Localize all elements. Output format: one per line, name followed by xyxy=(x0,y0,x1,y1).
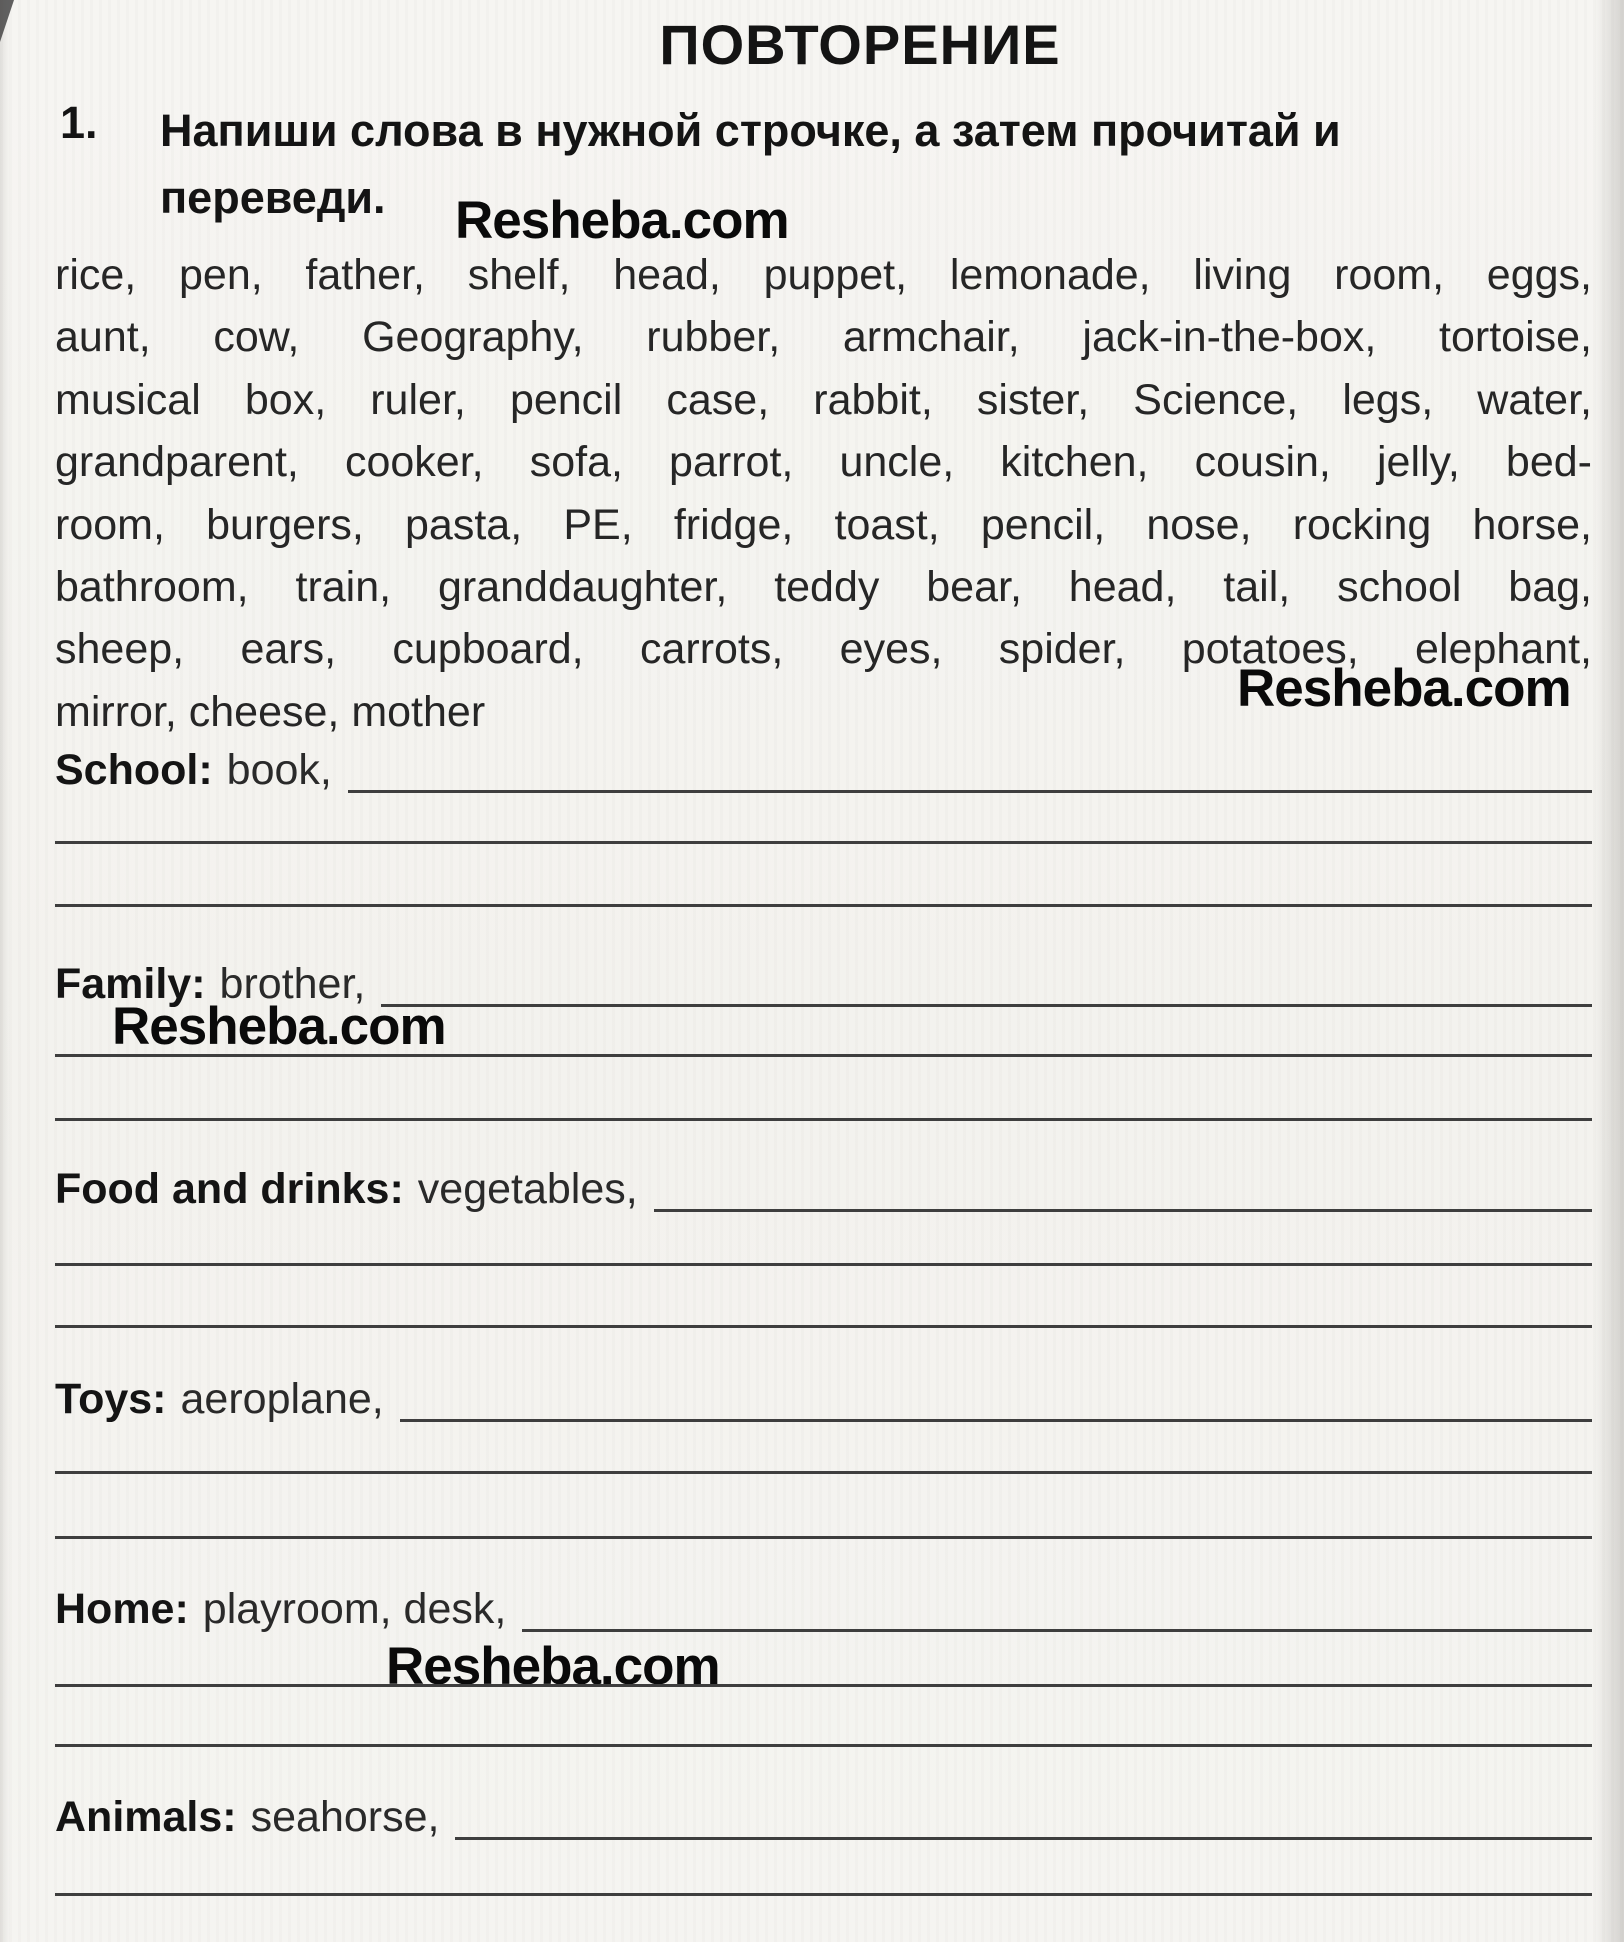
writing-line xyxy=(400,1419,1592,1422)
section-label: Animals: xyxy=(55,1793,237,1841)
section-animals xyxy=(55,1789,1592,1847)
section-label: Home: xyxy=(55,1585,189,1633)
word-list-line: aunt, cow, Geography, rubber, armchair, jack-in-the-box, tortoise, xyxy=(55,313,1592,362)
writing-line xyxy=(55,1536,1592,1539)
scan-edge-right xyxy=(1594,0,1624,1942)
section-label: School: xyxy=(55,746,213,794)
section-food-and-drinks xyxy=(55,1161,1592,1219)
section-label: Family: xyxy=(55,960,206,1008)
word-list-line: room, burgers, pasta, PE, fridge, toast, pencil, nose, rocking horse, xyxy=(55,500,1592,549)
word-list-line: rice, pen, father, shelf, head, puppet, lemonade, living room, eggs, xyxy=(55,251,1592,299)
section-given-words: seahorse, xyxy=(250,1793,440,1841)
writing-line xyxy=(55,1893,1592,1896)
page-title: ПОВТОРЕНИЕ xyxy=(659,13,1061,76)
writing-line xyxy=(654,1209,1592,1212)
section-given-words: playroom, desk, xyxy=(202,1585,507,1633)
section-school xyxy=(55,742,1592,800)
writing-line xyxy=(55,1054,1592,1057)
writing-line xyxy=(55,1263,1592,1266)
word-list-line: mirror, cheese, mother xyxy=(55,687,486,736)
writing-line xyxy=(55,1744,1592,1747)
writing-line xyxy=(381,1004,1592,1007)
section-toys xyxy=(55,1371,1592,1429)
writing-line xyxy=(55,1325,1592,1328)
exercise-instruction: Напиши слова в нужной строчке, а затем прочитай и переведи. xyxy=(160,105,1341,223)
word-list-line: grandparent, cooker, sofa, parrot, uncle, kitchen, cousin, jelly, bed- xyxy=(55,438,1592,487)
writing-line xyxy=(55,1684,1592,1687)
section-given-words: book, xyxy=(226,746,332,794)
writing-line xyxy=(55,1471,1592,1474)
section-label: Toys: xyxy=(55,1375,167,1423)
writing-line xyxy=(522,1629,1592,1632)
section-given-words: brother, xyxy=(219,960,366,1008)
writing-line xyxy=(455,1837,1592,1840)
writing-line xyxy=(348,790,1592,793)
word-list-line: bathroom, train, granddaughter, teddy bear, head, tail, school bag, xyxy=(55,562,1592,611)
writing-line xyxy=(55,1118,1592,1121)
word-list-line: musical box, ruler, pencil case, rabbit, sister, Science, legs, water, xyxy=(55,375,1592,424)
scan-edge-left xyxy=(0,0,10,1942)
section-given-words: vegetables, xyxy=(417,1165,638,1213)
exercise-number: 1. xyxy=(60,97,98,148)
watermark-resheba: Resheba.com xyxy=(455,191,789,250)
writing-line xyxy=(55,904,1592,907)
watermark-resheba: Resheba.com xyxy=(386,1637,720,1696)
section-home xyxy=(55,1581,1592,1639)
word-list-line: sheep, ears, cupboard, carrots, eyes, spider, potatoes, elephant, xyxy=(55,625,1592,674)
section-given-words: aeroplane, xyxy=(180,1375,384,1423)
section-label: Food and drinks: xyxy=(55,1165,404,1213)
watermark-resheba: Resheba.com xyxy=(112,997,446,1056)
watermark-resheba: Resheba.com xyxy=(1237,659,1571,718)
writing-line xyxy=(55,841,1592,844)
